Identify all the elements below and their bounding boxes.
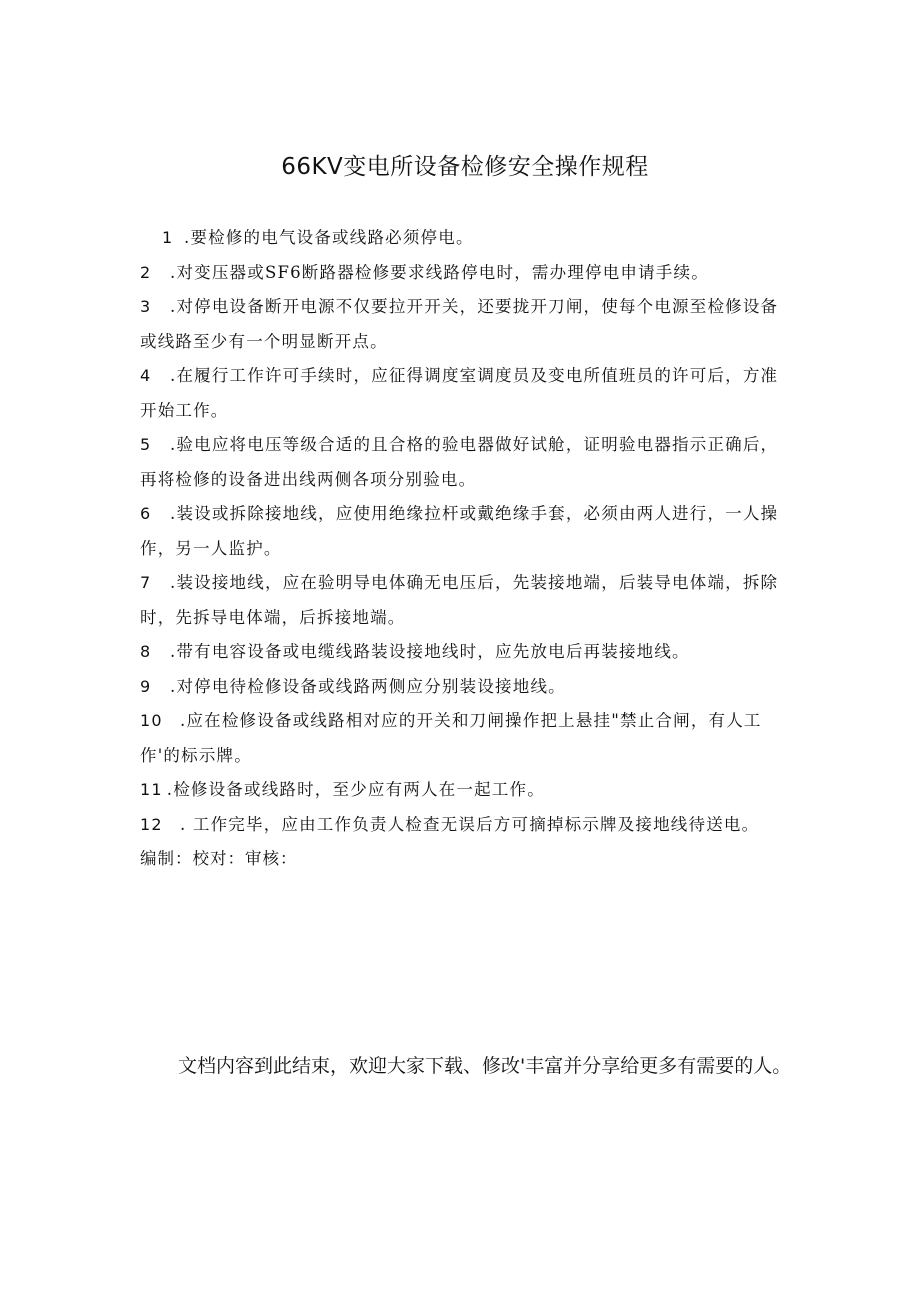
item-number: 3	[140, 297, 152, 316]
footer-note: 文档内容到此结束，欢迎大家下载、修改'丰富并分享给更多有需要的人。	[178, 1055, 792, 1077]
item-number: 11	[140, 780, 163, 799]
list-item	[140, 290, 795, 359]
item-text: .对停电设备断开电源不仅要拉开开关，还要拢开刀闸，使每个电源至检修设备或线路至少有一个明显断开点。	[140, 297, 779, 351]
list-item	[140, 808, 795, 843]
item-text: .对停电待检修设备或线路两侧应分别装设接地线。	[170, 676, 566, 696]
list-item	[140, 670, 795, 705]
item-text: .装设接地线，应在验明导电体确无电压后，先装接地端，后装导电体端，拆除时，先拆导电体端，后拆接地端。	[140, 573, 779, 627]
item-text: .对变压器或SF6断路器检修要求线路停电时，需办理停电申请手续。	[170, 262, 709, 282]
item-text: .带有电容设备或电缆线路装设接地线时，应先放电后再装接地线。	[170, 642, 690, 661]
item-number: 5	[140, 435, 152, 454]
item-text: .应在检修设备或线路相对应的开关和刀闸操作把上悬挂"禁止合闸，有人工作'的标示牌。	[140, 711, 762, 765]
list-item	[140, 428, 795, 497]
list-item	[140, 704, 795, 773]
item-number: 10	[140, 711, 163, 730]
list-item	[140, 773, 795, 808]
document-title: 66KV变电所设备检修安全操作规程	[281, 154, 649, 180]
signature-line: 编制：校对：审核：	[140, 849, 298, 868]
item-number: 12	[140, 814, 163, 834]
item-number: 8	[140, 642, 152, 661]
item-number: 9	[140, 676, 152, 696]
list-item	[140, 359, 795, 428]
item-number: 4	[140, 366, 152, 385]
list-item	[140, 221, 795, 256]
item-text: .在履行工作许可手续时，应征得调度室调度员及变电所值班员的许可后，方准开始工作。	[140, 366, 779, 420]
list-item	[140, 497, 795, 566]
item-text: . 工作完毕，应由工作负责人检查无误后方可摘掉标示牌及接地线待送电。	[180, 814, 760, 834]
item-number: 7	[140, 573, 152, 592]
item-number: 1	[162, 228, 174, 247]
regulation-list	[140, 221, 795, 877]
list-item	[140, 566, 795, 635]
list-item	[140, 256, 795, 291]
item-text: .检修设备或线路时，至少应有两人在一起工作。	[166, 780, 545, 799]
item-number: 2	[140, 262, 152, 282]
item-text: .要检修的电气设备或线路必须停电。	[184, 228, 474, 247]
item-text: .装设或拆除接地线，应使用绝缘拉杆或戴绝缘手套，必须由两人进行，一人操作，另一人监护。	[140, 504, 779, 558]
item-number: 6	[140, 504, 152, 523]
item-text: .验电应将电压等级合适的且合格的验电器做好试舱，证明验电器指示正确后，再将检修的设备进出线两侧各项分别验电。	[140, 435, 779, 489]
list-item	[140, 635, 795, 670]
